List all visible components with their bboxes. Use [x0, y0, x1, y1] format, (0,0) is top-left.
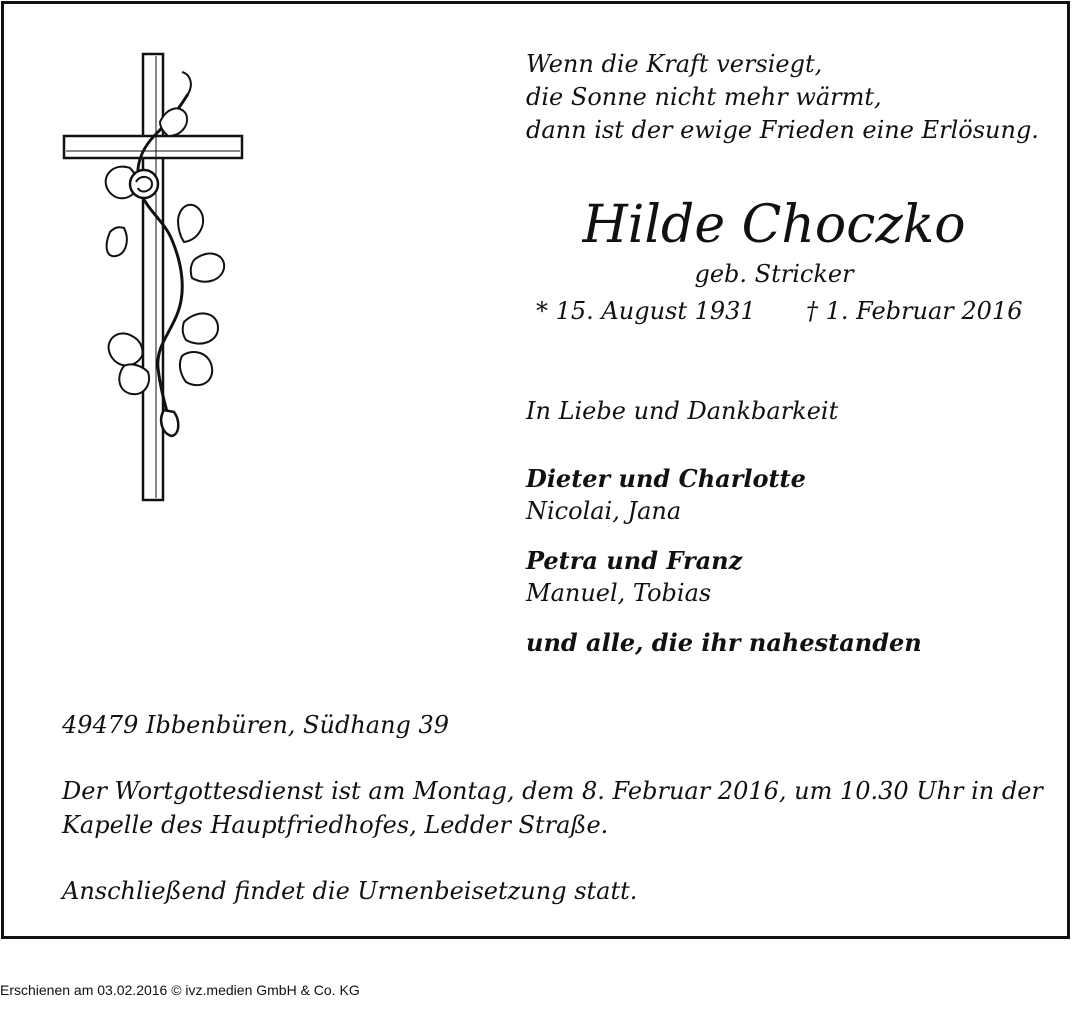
death-date: † 1. Februar 2016 — [806, 297, 1023, 325]
birth-date: * 15. August 1931 — [536, 297, 756, 325]
poem-line: dann ist der ewige Frieden eine Erlösung. — [526, 116, 1039, 144]
deceased-name: Hilde Choczko — [582, 195, 966, 255]
service-line: Kapelle des Hauptfriedhofes, Ledder Straße. — [62, 811, 609, 839]
family-group-1 — [526, 462, 806, 528]
obituary-card — [1, 1, 1070, 939]
mourners-closing: und alle, die ihr nahestanden — [526, 628, 922, 657]
service-info — [62, 774, 1043, 842]
poem — [526, 48, 1039, 147]
service-line: Der Wortgottesdienst ist am Montag, dem 8. Februar 2016, um 10.30 Uhr in der — [62, 777, 1043, 805]
poem-line: die Sonne nicht mehr wärmt, — [526, 83, 882, 111]
family-names: Petra und Franz — [526, 546, 743, 575]
family-children: Nicolai, Jana — [526, 497, 682, 525]
cross-with-rose-icon — [60, 50, 250, 506]
birth-name: geb. Stricker — [694, 260, 854, 288]
address: 49479 Ibbenbüren, Südhang 39 — [62, 711, 450, 739]
family-names: Dieter und Charlotte — [526, 464, 806, 493]
family-group-2 — [526, 544, 742, 610]
burial-info: Anschließend findet die Urnenbeisetzung statt. — [62, 877, 638, 905]
family-children: Manuel, Tobias — [526, 579, 712, 607]
publication-footer: Erschienen am 03.02.2016 © ivz.medien GmbH & Co. KG — [0, 982, 360, 998]
mourners-intro: In Liebe und Dankbarkeit — [526, 397, 839, 425]
poem-line: Wenn die Kraft versiegt, — [526, 50, 823, 78]
